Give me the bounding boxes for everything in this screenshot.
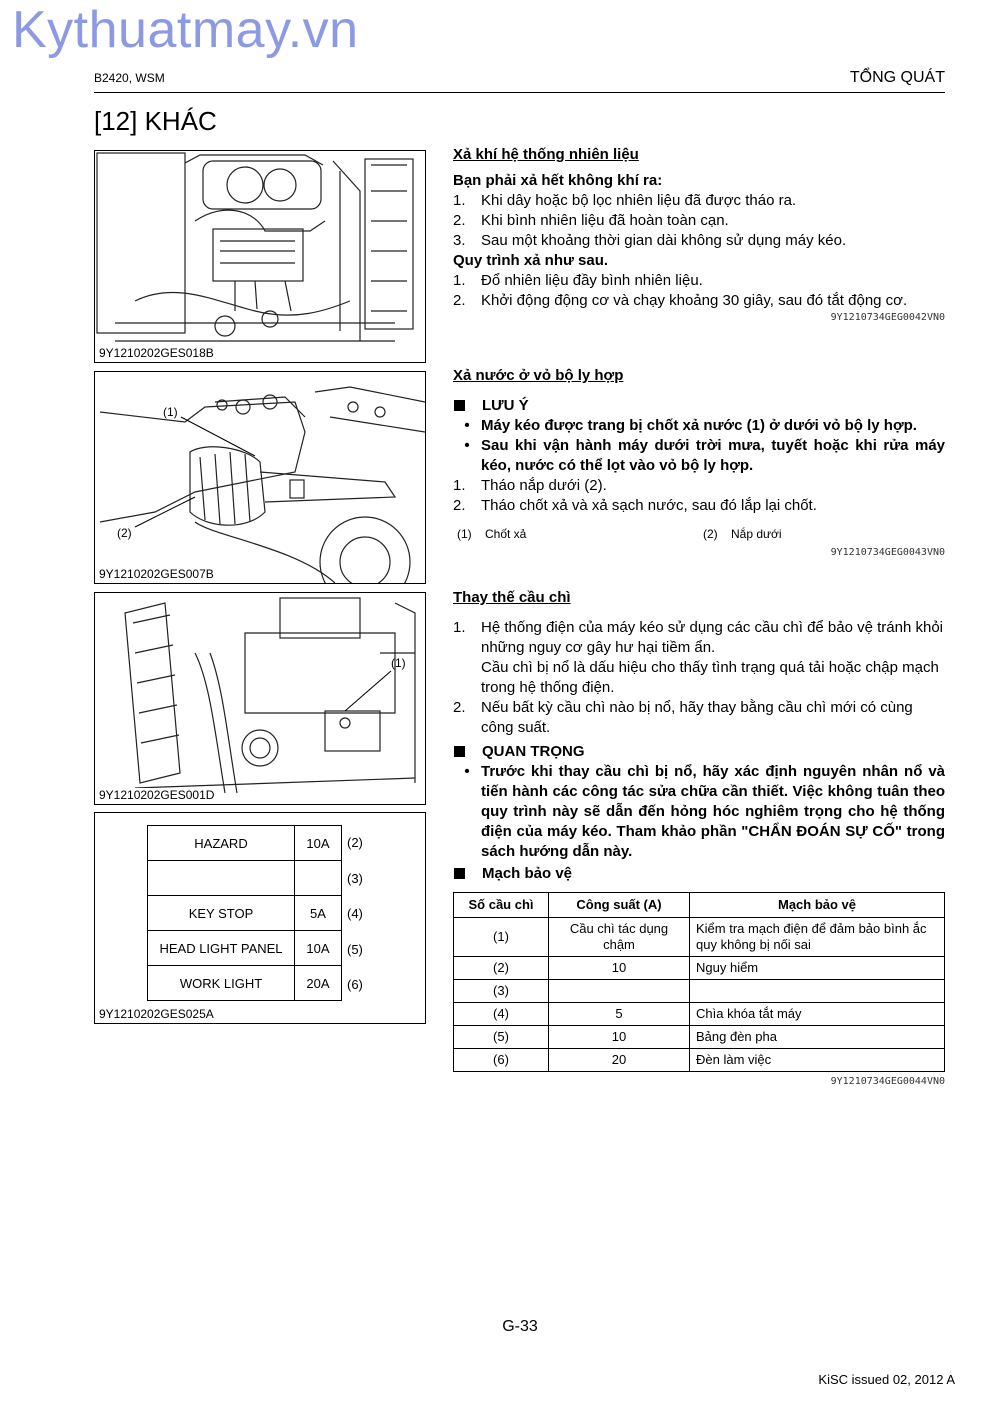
fuse-label: KEY STOP <box>148 896 295 931</box>
fuel-system-illustration <box>95 151 425 362</box>
table-cell: 10 <box>549 1026 690 1049</box>
fuse-layout-table <box>147 825 342 1001</box>
list-item: 2. Nếu bất kỳ cầu chì nào bị nổ, hãy thay bằng cầu chì mới có cùng công suất. <box>453 699 913 736</box>
fuse-id: (4) <box>347 906 363 921</box>
procedure-title: Quy trình xả như sau. <box>453 252 609 269</box>
watermark-logo: Kythuatmay.vn <box>12 1 359 59</box>
table-cell: Bảng đèn pha <box>690 1026 945 1049</box>
table-cell <box>690 980 945 1003</box>
reference-code: 9Y1210734GEG0043VN0 <box>830 547 945 558</box>
fuse-amp: 20A <box>295 966 342 1001</box>
list-item: 2. Tháo chốt xả và xả sạch nước, sau đó lắp lại chốt. <box>453 497 817 514</box>
list-item: 1. Hệ thống điện của máy kéo sử dụng các cầu chì để bảo vệ tránh khỏi những nguy cơ gây hư hại tiềm ẩn. Cầu chì bị nổ là dấu hiệu cho thấy tình trạng quá tải hoặc chập mạch trong hệ thống điện. <box>453 619 943 696</box>
callout-2: (2) <box>117 526 132 540</box>
figure-clutch-housing <box>94 371 426 584</box>
table-cell: (5) <box>454 1026 549 1049</box>
figure-code: 9Y1210202GES001D <box>99 788 217 802</box>
section-clutch-draining <box>453 366 945 560</box>
table-cell: Đèn làm việc <box>690 1049 945 1072</box>
fuse-id: (3) <box>347 871 363 886</box>
fuse-label: HAZARD <box>148 826 295 861</box>
callout-leaders <box>135 417 255 527</box>
section-fuel-bleeding <box>453 145 945 325</box>
header-model: B2420, WSM <box>94 71 165 85</box>
figure-fuel-system <box>94 150 426 363</box>
note-heading: LƯU Ý <box>453 396 945 416</box>
table-cell: Chìa khóa tắt máy <box>690 1003 945 1026</box>
table-row <box>454 918 945 957</box>
fuse-id: (6) <box>347 977 363 992</box>
square-bullet-icon <box>454 868 465 879</box>
section-title: [12] KHÁC <box>94 106 217 136</box>
figure-fuse-location <box>94 592 426 805</box>
issue-info: KiSC issued 02, 2012 A <box>818 1372 955 1387</box>
fuse-label: WORK LIGHT <box>148 966 295 1001</box>
fuse-amp: 5A <box>295 896 342 931</box>
column-header: Mạch bảo vệ <box>690 893 945 918</box>
important-item: • Trước khi thay cầu chì bị nổ, hãy xác định nguyên nhân nổ và tiến hành các công tác sửa chữa cần thiết. Việc không tuân theo quy trình này sẽ dẫn đến hỏng hóc nghiêm trọng cho hệ thống điện của máy kéo. Tham khảo phần "CHẨN ĐOÁN SỰ CỐ" trong sách hướng dẫn này. <box>464 763 945 860</box>
subsection-heading: Xả nước ở vỏ bộ ly hợp <box>453 367 624 384</box>
table-row <box>454 1003 945 1026</box>
fuse-layout-row <box>148 931 342 966</box>
table-cell: 20 <box>549 1049 690 1072</box>
table-header-row <box>454 893 945 918</box>
note-item: • Sau khi vận hành máy dưới trời mưa, tuyết hoặc khi rửa máy kéo, nước có thể lọt vào vỏ bộ ly hợp. <box>464 437 945 474</box>
list-item: 1. Đổ nhiên liệu đầy bình nhiên liệu. <box>453 272 703 289</box>
reference-code: 9Y1210734GEG0044VN0 <box>830 1076 945 1087</box>
square-bullet-icon <box>454 400 465 411</box>
fuse-layout-row <box>148 966 342 1001</box>
square-bullet-icon <box>454 746 465 757</box>
table-row <box>454 1049 945 1072</box>
table-cell: (2) <box>454 957 549 980</box>
column-header: Công suất (A) <box>549 893 690 918</box>
figure-fuse-layout <box>94 812 426 1024</box>
protected-circuit-heading: Mạch bảo vệ <box>453 864 945 884</box>
figure-code: 9Y1210202GES018B <box>99 346 217 360</box>
table-row <box>454 1026 945 1049</box>
list-item: 2. Khởi động động cơ và chạy khoảng 30 giây, sau đó tắt động cơ. <box>453 292 908 309</box>
figure-code: 9Y1210202GES025A <box>99 1007 217 1021</box>
table-cell: Cầu chì tác dụng chậm <box>549 918 690 957</box>
fuse-location-illustration <box>95 593 425 804</box>
table-cell: 5 <box>549 1003 690 1026</box>
figure-code: 9Y1210202GES007B <box>99 567 217 581</box>
section-fuse-replacement <box>453 588 945 1089</box>
table-cell: Kiểm tra mạch điện để đảm bảo bình ắc quy không bị nối sai <box>690 918 945 957</box>
list-item: 1. Khi dây hoặc bộ lọc nhiên liệu đã được tháo ra. <box>453 192 797 209</box>
fuse-id: (5) <box>347 942 363 957</box>
reference-code: 9Y1210734GEG0042VN0 <box>830 312 945 323</box>
page-number: G-33 <box>502 1318 538 1335</box>
figure-legend: (1) Chốt xả (2) Nắp dưới <box>457 527 782 541</box>
table-cell: (3) <box>454 980 549 1003</box>
callout-1: (1) <box>391 656 406 670</box>
fuse-amp: 10A <box>295 931 342 966</box>
table-row <box>454 980 945 1003</box>
fuse-amp: 10A <box>295 826 342 861</box>
protected-circuit-table <box>453 892 945 1072</box>
callout-leader <box>345 671 391 711</box>
header-rule <box>94 92 945 93</box>
subsection-heading: Thay thế cầu chì <box>453 589 571 606</box>
subsection-heading: Xả khí hệ thống nhiên liệu <box>453 146 639 163</box>
table-cell: Nguy hiểm <box>690 957 945 980</box>
table-cell <box>549 980 690 1003</box>
list-item: 3. Sau một khoảng thời gian dài không sử dụng máy kéo. <box>453 232 847 249</box>
list-item: 1. Tháo nắp dưới (2). <box>453 477 607 494</box>
table-cell: 10 <box>549 957 690 980</box>
callout-1: (1) <box>163 405 178 419</box>
fuse-layout-row <box>148 826 342 861</box>
table-cell: (4) <box>454 1003 549 1026</box>
fuse-id: (2) <box>347 835 363 850</box>
table-cell: (1) <box>454 918 549 957</box>
fuse-amp <box>295 861 342 896</box>
table-cell: (6) <box>454 1049 549 1072</box>
column-header: Số cầu chì <box>454 893 549 918</box>
note-item: • Máy kéo được trang bị chốt xả nước (1) ở dưới vỏ bộ ly hợp. <box>464 417 917 434</box>
conditions-title: Bạn phải xả hết không khí ra: <box>453 172 663 189</box>
list-item: 2. Khi bình nhiên liệu đã hoàn toàn cạn. <box>453 212 729 229</box>
fuse-layout-row <box>148 861 342 896</box>
table-row <box>454 957 945 980</box>
clutch-housing-illustration <box>95 372 425 583</box>
header-chapter: TỔNG QUÁT <box>849 69 945 86</box>
fuse-layout-row <box>148 896 342 931</box>
important-heading: QUAN TRỌNG <box>453 742 945 762</box>
fuse-label: HEAD LIGHT PANEL <box>148 931 295 966</box>
fuse-label <box>148 861 295 896</box>
